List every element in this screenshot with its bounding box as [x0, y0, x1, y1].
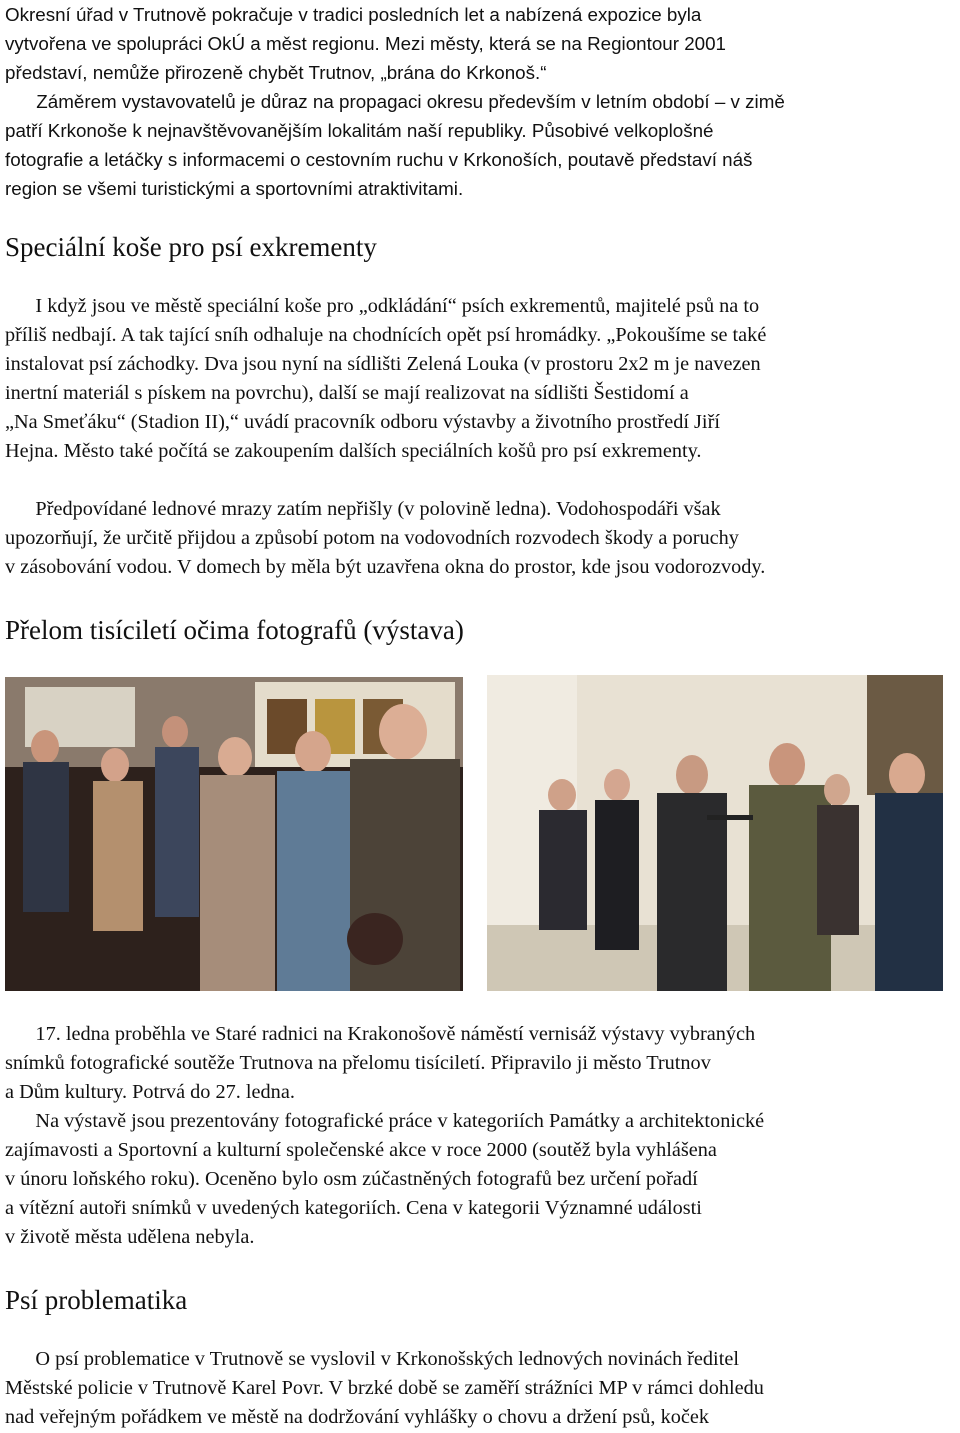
- text-line: a Dům kultury. Potrvá do 27. ledna.: [5, 1081, 295, 1103]
- handshake-photo: [487, 675, 943, 991]
- text-line: příliš nedbají. A tak tající sníh odhaluje na chodnících opět psí hromádky. „Pokoušíme se také: [5, 324, 767, 346]
- text-line: v únoru loňského roku). Oceněno bylo osm zúčastněných fotografů bez určení pořadí: [5, 1168, 698, 1190]
- text-line: a vítězní autoři snímků v uvedených kategoriích. Cena v kategorii Významné události: [5, 1197, 702, 1219]
- text-line: Okresní úřad v Trutnově pokračuje v tradici posledních let a nabízená expozice byla: [5, 4, 702, 25]
- text-line: Na výstavě jsou prezentovány fotografické práce v kategoriích Památky a architektonické: [5, 1110, 765, 1132]
- section-heading: Přelom tisíciletí očima fotografů (výstava): [5, 615, 464, 645]
- text-line: Hejna. Město také počítá se zakoupením dalších speciálních košů pro psí exkrementy.: [5, 440, 702, 462]
- text-line: upozorňují, že určitě přijdou a způsobí potom na vodovodních rozvodech škody a poruchy: [5, 527, 739, 549]
- text-line: fotografie a letáčky s informacemi o cestovním ruchu v Krkonoších, poutavě představí náš: [5, 149, 753, 170]
- text-line: zajímavosti a Sportovní a kulturní společenské akce v roce 2000 (soutěž byla vyhlášena: [5, 1139, 717, 1161]
- text-line: „Na Smeťáku“ (Stadion II),“ uvádí pracovník odboru výstavby a životního prostředí Jiří: [5, 411, 720, 433]
- text-line: snímků fotografické soutěže Trutnova na přelomu tisíciletí. Připravilo ji město Trutnov: [5, 1052, 711, 1074]
- text-line: patří Krkonoše k nejnavštěvovanějším lokalitám naší republiky. Působivé velkoplošné: [5, 120, 714, 141]
- text-line: I když jsou ve městě speciální koše pro „odkládání“ psích exkrementů, majitelé psů na to: [5, 295, 760, 317]
- section-heading: Psí problematika: [5, 1285, 188, 1315]
- section-heading: Speciální koše pro psí exkrementy: [5, 232, 377, 262]
- text-line: Městské policie v Trutnově Karel Povr. V brzké době se zaměří strážníci MP v rámci dohledu: [5, 1377, 764, 1399]
- text-line: v zásobování vodou. V domech by měla být uzavřena okna do prostor, kde jsou vodorozvody.: [5, 556, 766, 578]
- exhibition-crowd-photo: [5, 677, 463, 991]
- text-line: v životě města udělena nebyla.: [5, 1226, 255, 1248]
- text-line: vytvořena ve spolupráci OkÚ a měst regionu. Mezi městy, která se na Regiontour 2001: [5, 33, 726, 54]
- text-line: O psí problematice v Trutnově se vyslovil v Krkonošských lednových novinách ředitel: [5, 1348, 739, 1370]
- text-line: nad veřejným pořádkem ve městě na dodržování vyhlášky o chovu a držení psů, koček: [5, 1406, 709, 1428]
- text-line: 17. ledna proběhla ve Staré radnici na Krakonošově náměstí vernisáž výstavy vybraných: [5, 1023, 756, 1045]
- text-line: představí, nemůže přirozeně chybět Trutnov, „brána do Krkonoš.“: [5, 62, 547, 83]
- text-line: instalovat psí záchodky. Dva jsou nyní na sídlišti Zelená Louka (v prostoru 2x2 m je navezen: [5, 353, 761, 375]
- text-line: region se všemi turistickými a sportovními atraktivitami.: [5, 178, 464, 199]
- text-line: Předpovídané lednové mrazy zatím nepřišly (v polovině ledna). Vodohospodáři však: [5, 498, 721, 520]
- text-line: Záměrem vystavovatelů je důraz na propagaci okresu především v letním období – v zimě: [5, 91, 785, 112]
- text-line: inertní materiál s pískem na povrchu), další se mají realizovat na sídlišti Šestidomí a: [5, 382, 689, 404]
